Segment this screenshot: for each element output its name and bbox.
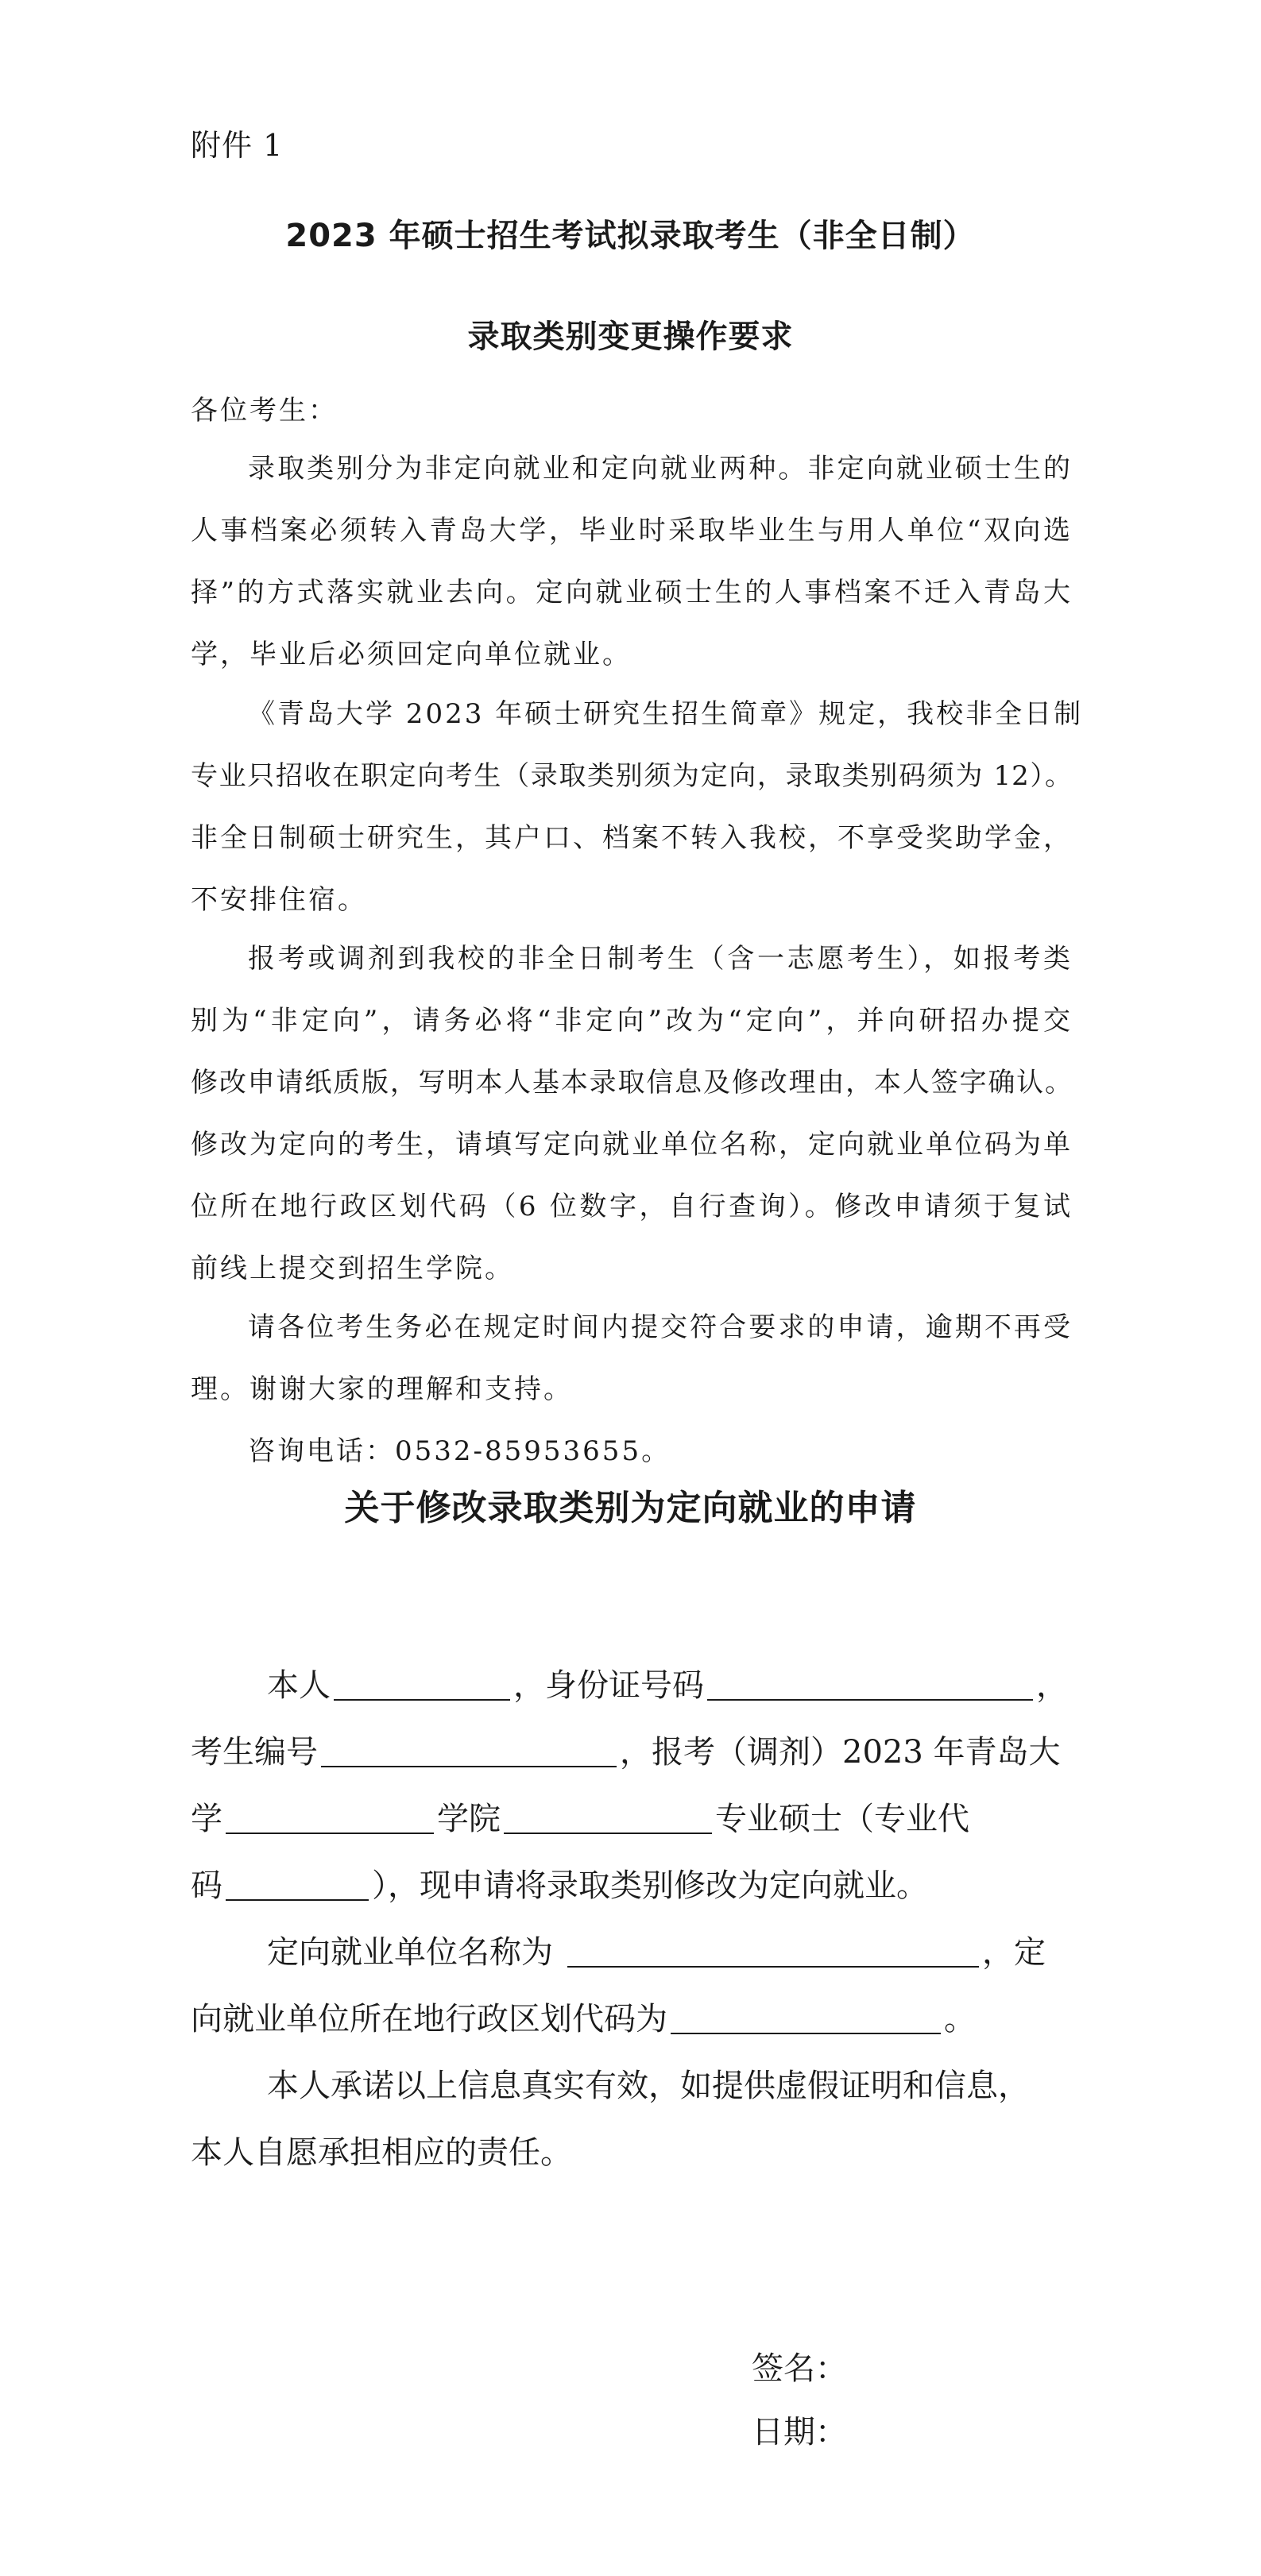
paragraph-3-line: 前线上提交到招生学院。 xyxy=(191,1253,514,1284)
paragraph-4-line: 理。谢谢大家的理解和支持。 xyxy=(191,1373,573,1405)
attachment-label: 附件 1 xyxy=(191,128,284,163)
paragraph-1-line: 录取类别分为非定向就业和定向就业两种。非定向就业硕士生的 xyxy=(248,453,1073,485)
greeting xyxy=(191,380,1073,442)
region-code-blank[interactable] xyxy=(671,2001,941,2034)
form-line-6 xyxy=(191,1986,1073,2053)
form-employer xyxy=(191,1919,1073,2053)
paragraph-3-line: 别为“非定向”，请务必将“非定向”改为“定向”，并向研招办提交 xyxy=(191,1005,1073,1037)
greeting-text: 各位考生： xyxy=(191,395,338,427)
doc-title-line1: 2023 年硕士招生考试拟录取考生（非全日制） xyxy=(285,218,976,254)
form-text: 专业硕士（专业代 xyxy=(715,1801,969,1837)
form-text: ），现申请将录取类别修改为定向就业。 xyxy=(372,1867,928,1904)
paragraph-3-line: 修改为定向的考生，请填写定向就业单位名称，定向就业单位码为单 xyxy=(191,1129,1073,1161)
paragraph-1-line: 人事档案必须转入青岛大学，毕业时采取毕业生与用人单位“双向选 xyxy=(191,515,1073,546)
paragraph-2-line: 《青岛大学 2023 年硕士研究生招生简章》规定，我校非全日制 xyxy=(248,698,1084,730)
paragraph-3 xyxy=(191,928,1073,1300)
contact-info xyxy=(191,1420,1073,1482)
paragraph-1-line: 择”的方式落实就业去向。定向就业硕士生的人事档案不迁入青岛大 xyxy=(191,577,1073,608)
form-line-8: 本人自愿承担相应的责任。 xyxy=(191,2134,572,2171)
paragraph-2-line: 不安排住宿。 xyxy=(191,884,367,916)
paragraph-2-line: 非全日制硕士研究生，其户口、档案不转入我校，不享受奖助学金， xyxy=(191,822,1073,854)
form-text: 学院 xyxy=(437,1801,501,1837)
paragraph-2-line: 专业只招收在职定向考生（录取类别须为定向，录取类别码须为 12）。 xyxy=(191,760,1073,792)
form-text: 本人 xyxy=(267,1667,331,1704)
form-text: 定向就业单位名称为 xyxy=(267,1934,553,1971)
id-number-blank[interactable] xyxy=(707,1667,1033,1701)
form-text: 向就业单位所在地行政区划代码为 xyxy=(191,2001,667,2037)
major-blank[interactable] xyxy=(504,1801,712,1834)
contact-phone: 咨询电话：0532-85953655。 xyxy=(248,1435,671,1467)
paragraph-3-line: 位所在地行政区划代码（6 位数字，自行查询）。修改申请须于复试 xyxy=(191,1191,1073,1222)
form-body xyxy=(191,1652,1073,1919)
name-blank[interactable] xyxy=(334,1667,510,1701)
form-text: ，定 xyxy=(982,1934,1046,1971)
form-text: ，报考（调剂）2023 年青岛大 xyxy=(620,1734,1061,1771)
employer-name-blank[interactable] xyxy=(567,1934,979,1968)
form-line-4 xyxy=(191,1852,1073,1919)
paragraph-3-line: 报考或调剂到我校的非全日制考生（含一志愿考生），如报考类 xyxy=(248,943,1073,975)
form-text: 考生编号 xyxy=(191,1734,318,1771)
form-line-5 xyxy=(191,1919,1073,1986)
paragraph-1-line: 学，毕业后必须回定向单位就业。 xyxy=(191,639,632,670)
paragraph-2 xyxy=(191,683,1084,931)
paragraph-4 xyxy=(191,1296,1073,1420)
form-line-2 xyxy=(191,1719,1073,1786)
form-pledge xyxy=(191,2053,1073,2186)
form-text: 码 xyxy=(191,1867,222,1904)
college-blank[interactable] xyxy=(226,1801,434,1834)
form-title: 关于修改录取类别为定向就业的申请 xyxy=(344,1488,917,1528)
paragraph-4-line: 请各位考生务必在规定时间内提交符合要求的申请，逾期不再受 xyxy=(248,1311,1073,1343)
candidate-number-blank[interactable] xyxy=(321,1734,617,1767)
form-text: ，身份证号码 xyxy=(513,1667,704,1704)
major-code-blank[interactable] xyxy=(226,1867,369,1901)
form-line-1 xyxy=(191,1652,1073,1719)
date-label: 日期： xyxy=(752,2414,847,2450)
form-text: 。 xyxy=(944,2001,976,2037)
form-text: ， xyxy=(1036,1667,1068,1704)
paragraph-3-line: 修改申请纸质版，写明本人基本录取信息及修改理由，本人签字确认。 xyxy=(191,1067,1073,1099)
form-line-3 xyxy=(191,1786,1073,1852)
signature-label: 签名： xyxy=(752,2350,847,2387)
doc-title-line2: 录取类别变更操作要求 xyxy=(467,319,794,355)
paragraph-1 xyxy=(191,438,1073,686)
form-text: 学 xyxy=(191,1801,222,1837)
form-line-7: 本人承诺以上信息真实有效，如提供虚假证明和信息， xyxy=(267,2068,1030,2104)
